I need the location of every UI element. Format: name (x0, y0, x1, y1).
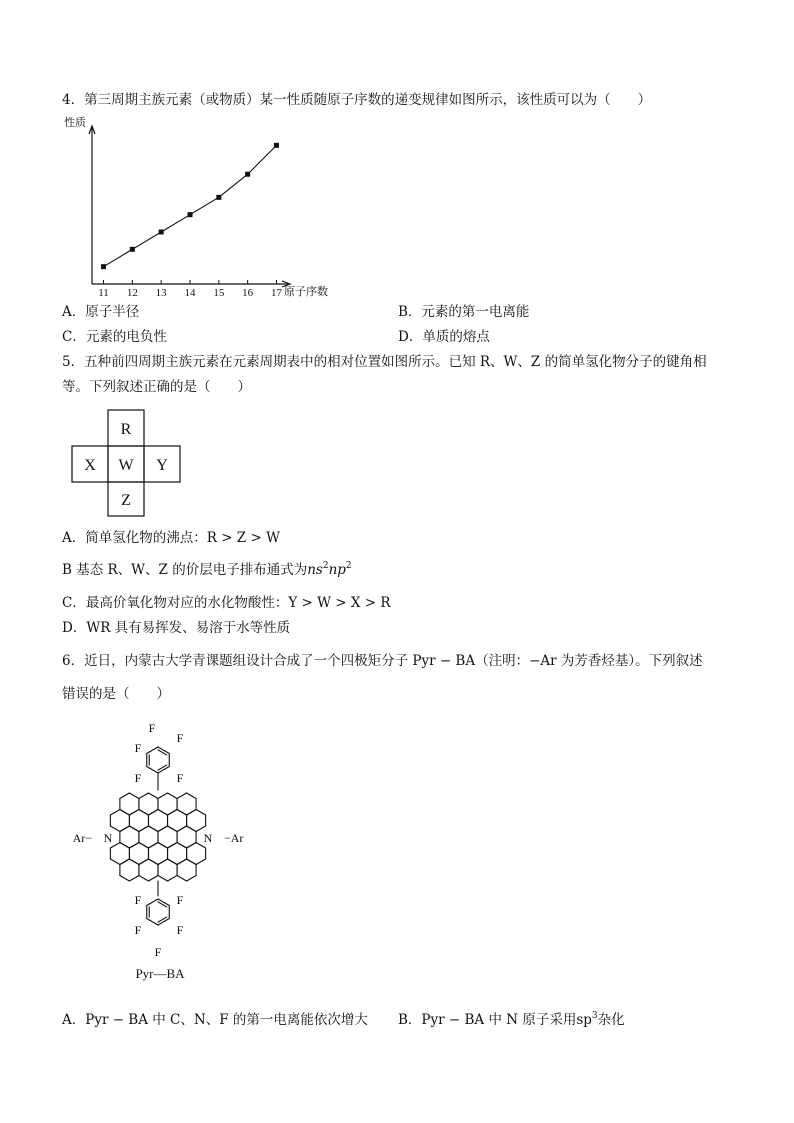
ring-core (177, 859, 187, 865)
q6-option-a: A．Pyr − BA 中 C、N、F 的第一电离能依次增大 (62, 1012, 368, 1028)
q6-option-b-text: B．Pyr − BA 中 N 原子采用 (398, 1012, 577, 1028)
q5-option-b-np: np (328, 562, 346, 578)
cell-z-label: Z (121, 492, 131, 509)
x-tick-label: 14 (184, 287, 196, 299)
ring-c6f5-bottom (147, 919, 158, 926)
q4-chart-svg (62, 114, 352, 300)
q6-option-b-post: 杂化 (597, 1012, 625, 1028)
ring-core (187, 859, 197, 865)
ring-core (120, 859, 130, 865)
q5-periodic-grid (68, 408, 198, 518)
x-tick-label: 15 (213, 287, 225, 299)
q4-chart (62, 114, 352, 300)
ring-core (168, 876, 178, 882)
ring-core (129, 859, 139, 865)
ring-core (148, 859, 158, 865)
group-ar-left: Ar− (72, 831, 92, 845)
q6-option-b-sp: sp (576, 1012, 592, 1028)
ring-core (148, 793, 158, 799)
ring-core (177, 826, 187, 832)
ring-core (168, 859, 178, 865)
q5-stem-line2: 等。下列叙述正确的是（ ） (62, 379, 251, 395)
q5-option-b-ns: ns (307, 562, 323, 578)
ring-core (129, 843, 139, 849)
x-tick-label: 17 (270, 287, 282, 299)
ring-core (158, 810, 168, 816)
ring-core (129, 793, 139, 799)
ring-core (148, 843, 158, 849)
ring-core (148, 826, 158, 832)
atom-f: F (176, 731, 184, 745)
ring-c6f5-bottom-double (158, 917, 167, 922)
atom-f: F (134, 771, 142, 785)
x-tick-label: 13 (155, 287, 167, 299)
ring-core (168, 793, 178, 799)
x-tick-label: 12 (126, 287, 138, 299)
ring-core (110, 859, 120, 865)
group-ar-right: −Ar (224, 831, 244, 845)
ring-core (168, 826, 178, 832)
atom-f: F (176, 893, 184, 907)
atom-f: F (176, 923, 184, 937)
ring-core (120, 793, 130, 799)
ring-core (139, 826, 149, 832)
ring-core (129, 876, 139, 882)
atom-n: N (103, 831, 113, 845)
data-point (130, 247, 135, 252)
ring-core (158, 826, 168, 832)
q5-option-b-sup1: 2 (322, 561, 329, 571)
ring-core (168, 843, 178, 849)
atom-n: N (203, 831, 213, 845)
ring-core (158, 843, 168, 849)
data-point (188, 212, 193, 217)
data-point (216, 195, 221, 200)
atom-f: F (134, 893, 142, 907)
q5-option-b-text: B 基态 R、W、Z 的价层电子排布通式为 (62, 562, 308, 578)
q5-stem-line1: 5．五种前四周期主族元素在元素周期表中的相对位置如图所示。已知 R、W、Z 的简单氢化物分子的键角相 (62, 354, 707, 370)
ring-c6f5-top-double (158, 750, 167, 755)
y-axis-label: 性质 (64, 117, 86, 129)
ring-core (148, 876, 158, 882)
ring-c6f5-top (147, 747, 158, 754)
q4-stem: 4．第三周期主族元素（或物质）某一性质随原子序数的递变规律如图所示，该性质可以为（ ） (62, 92, 652, 108)
data-point (159, 230, 164, 235)
ring-core (158, 876, 168, 882)
q4-option-c: C．元素的电负性 (62, 329, 167, 345)
cell-y-label: Y (156, 457, 168, 474)
ring-core (120, 826, 130, 832)
x-tick-label: 16 (242, 287, 254, 299)
ring-core (177, 793, 187, 799)
q5-option-c: C．最高价氧化物对应的水化物酸性：Y > W > X > R (62, 595, 391, 611)
q5-option-d: D．WR 具有易挥发、易溶于水等性质 (62, 620, 291, 636)
ring-core (139, 810, 149, 816)
data-point (101, 264, 106, 269)
ring-core (158, 859, 168, 865)
q6-option-b (398, 1010, 625, 1030)
ring-core (177, 810, 187, 816)
q6-option-b-sup: 3 (591, 1011, 598, 1021)
q6-stem-line1: 6．近日，内蒙古大学青课题组设计合成了一个四极矩分子 Pyr − BA（注明：−Ar 为芳香烃基）。下列叙述 (62, 653, 703, 669)
ring-core (158, 793, 168, 799)
x-axis-label: 原子序数 (284, 286, 328, 298)
ring-core (120, 810, 130, 816)
atom-f: F (134, 741, 142, 755)
q5-grid-svg (68, 408, 198, 518)
ring-core (139, 843, 149, 849)
cell-x-label: X (84, 457, 96, 474)
ring-core (177, 843, 187, 849)
ring-core (120, 876, 130, 882)
ring-core (139, 859, 149, 865)
cell-r-label: R (120, 421, 132, 438)
ring-core (129, 826, 139, 832)
atom-f: F (154, 945, 162, 959)
ring-core (139, 793, 149, 799)
ring-core (196, 810, 206, 816)
ring-core (139, 876, 149, 882)
data-point (274, 143, 279, 148)
q6-stem-line2: 错误的是（ ） (62, 686, 170, 702)
ring-core (187, 793, 197, 799)
atom-f: F (134, 923, 142, 937)
ring-core (187, 826, 197, 832)
q5-option-b-sup2: 2 (345, 561, 352, 571)
data-point (245, 172, 250, 177)
q6-molecule-svg (66, 712, 252, 996)
q5-option-a: A．简单氢化物的沸点：R > Z > W (62, 530, 280, 546)
molecule-name: Pyr—BA (135, 966, 185, 981)
ring-core (187, 876, 197, 882)
ring-c6f5-bottom-double (158, 902, 167, 907)
cell-w-label: W (118, 457, 134, 474)
series-line (104, 145, 277, 266)
ring-core (187, 843, 197, 849)
ring-c6f5-bottom (147, 899, 158, 906)
q5-option-b (62, 560, 352, 580)
ring-core (110, 810, 120, 816)
ring-core (129, 810, 139, 816)
ring-c6f5-top (147, 767, 158, 774)
atom-f: F (148, 721, 156, 735)
q4-option-a: A．原子半径 (62, 304, 140, 320)
ring-core (177, 876, 187, 882)
x-tick-label: 11 (98, 287, 109, 299)
atom-f: F (176, 771, 184, 785)
q6-molecule-structure (66, 712, 252, 996)
q4-option-b: B．元素的第一电离能 (398, 304, 530, 320)
ring-core (148, 810, 158, 816)
ring-c6f5-top-double (158, 765, 167, 770)
ring-core (120, 843, 130, 849)
ring-core (187, 810, 197, 816)
q4-option-d: D．单质的熔点 (398, 329, 490, 345)
ring-core (168, 810, 178, 816)
ring-core (196, 859, 206, 865)
